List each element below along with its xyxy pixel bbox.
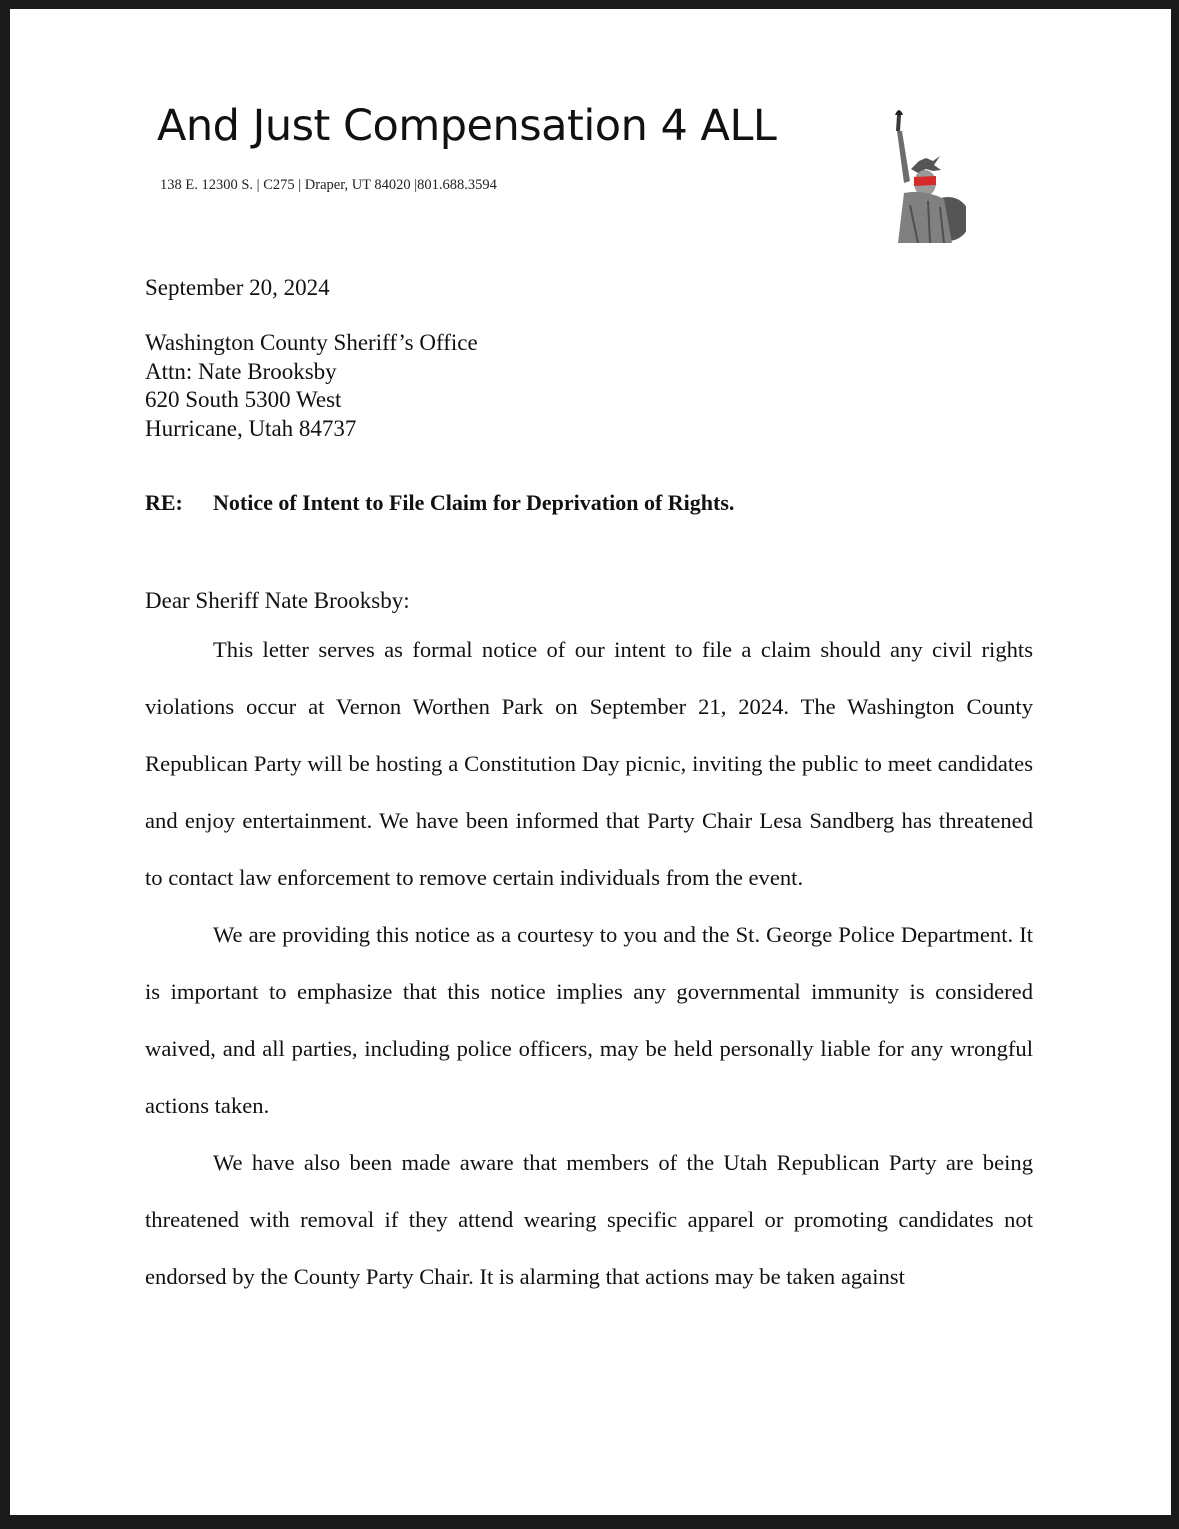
org-name: And Just Compensation 4 ALL — [157, 101, 777, 151]
recipient-line: Attn: Nate Brooksby — [145, 358, 337, 384]
letter-date: September 20, 2024 — [145, 275, 330, 300]
org-address: 138 E. 12300 S. | C275 | Draper, UT 84020 |801.688.3594 — [160, 177, 497, 193]
letter-page — [10, 9, 1171, 1515]
body-paragraph: We are providing this notice as a courtesy to you and the St. George Police Department. It is important to emphasize that this notice implies any governmental immunity is considered waived, and all parties, including police officers, may be held personally liable for any wrongful actions taken. — [145, 922, 1033, 1118]
salutation: Dear Sheriff Nate Brooksby: — [145, 588, 410, 613]
body-paragraph: This letter serves as formal notice of our intent to file a claim should any civil rights violations occur at Vernon Worthen Park on September 21, 2024. The Washington County Republican Party will be hosting a Constitution Day picnic, inviting the public to meet candidates and enjoy entertainment. We have been informed that Party Chair Lesa Sandberg has threatened to contact law enforcement to remove certain individuals from the event. — [145, 637, 1033, 890]
subject-label: RE: — [145, 490, 183, 515]
subject-text: Notice of Intent to File Claim for Deprivation of Rights. — [213, 490, 735, 515]
body-paragraph: We have also been made aware that members of the Utah Republican Party are being threatened with removal if they attend wearing specific apparel or promoting candidates not endorsed by the County Party Chair. It is alarming that actions may be taken against — [145, 1150, 1033, 1289]
letter-body — [145, 621, 1033, 1305]
subject-line — [145, 490, 734, 516]
recipient-line: 620 South 5300 West — [145, 387, 342, 412]
statue-of-liberty-icon — [882, 109, 966, 243]
recipient-line: Hurricane, Utah 84737 — [145, 415, 357, 441]
recipient-line: Washington County Sheriff’s Office — [145, 330, 478, 355]
recipient-address — [145, 329, 478, 443]
